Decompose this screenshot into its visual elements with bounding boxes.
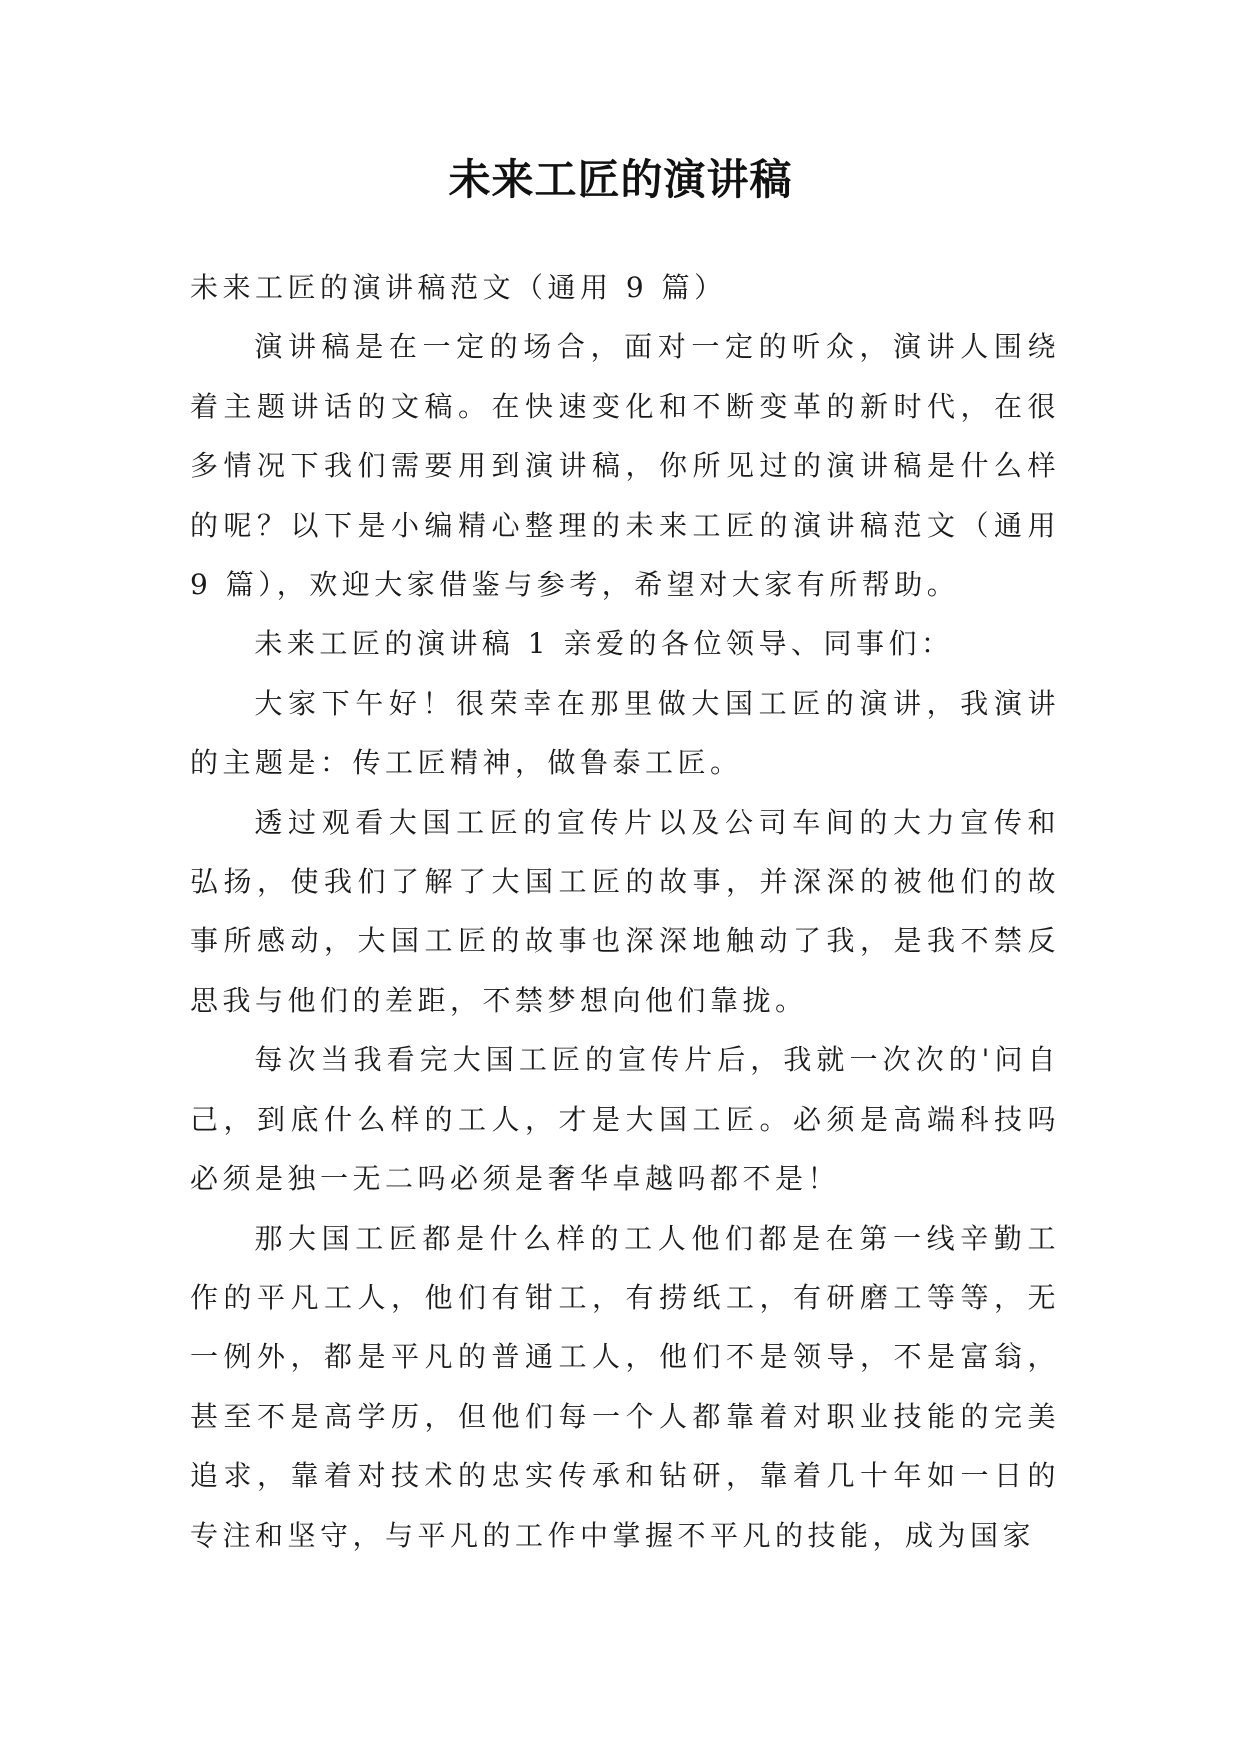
paragraph-intro: 演讲稿是在一定的场合，面对一定的听众，演讲人围绕着主题讲话的文稿。在快速变化和不断变革的新时代，在很多情况下我们需要用到演讲稿，你所见过的演讲稿是什么样的呢？以下是小编精心整理的未来工匠的演讲稿范文（通用 9 篇），欢迎大家借鉴与参考，希望对大家有所帮助。 (190, 330, 1060, 602)
document-title: 未来工匠的演讲稿 (448, 155, 793, 204)
paragraph-question: 每次当我看完大国工匠的宣传片后，我就一次次的'问自己，到底什么样的工人，才是大国工匠。必须是高端科技吗必须是独一无二吗必须是奢华卓越吗都不是！ (190, 1043, 1060, 1196)
paragraph-reflection: 透过观看大国工匠的宣传片以及公司车间的大力宣传和弘扬，使我们了解了大国工匠的故事，并深深的被他们的故事所感动，大国工匠的故事也深深地触动了我，是我不禁反思我与他们的差距，不禁梦想向他们靠拢。 (190, 805, 1060, 1017)
document-body (190, 258, 1060, 1565)
paragraph-subtitle: 未来工匠的演讲稿范文（通用 9 篇） (190, 271, 727, 304)
paragraph-opening: 大家下午好！很荣幸在那里做大国工匠的演讲，我演讲的主题是：传工匠精神，做鲁泰工匠。 (190, 686, 1060, 780)
paragraph-greeting: 未来工匠的演讲稿 1 亲爱的各位领导、同事们： (254, 627, 954, 661)
paragraph-answer: 那大国工匠都是什么样的工人他们都是在第一线辛勤工作的平凡工人，他们有钳工，有捞纸工，有研磨工等等，无一例外，都是平凡的普通工人，他们不是领导，不是富翁，甚至不是高学历，但他们每一个人都靠着对职业技能的完美追求，靠着对技术的忠实传承和钻研，靠着几十年如一日的专注和坚守，与平凡的工作中掌握不平凡的技能，成为国家 (190, 1221, 1060, 1552)
